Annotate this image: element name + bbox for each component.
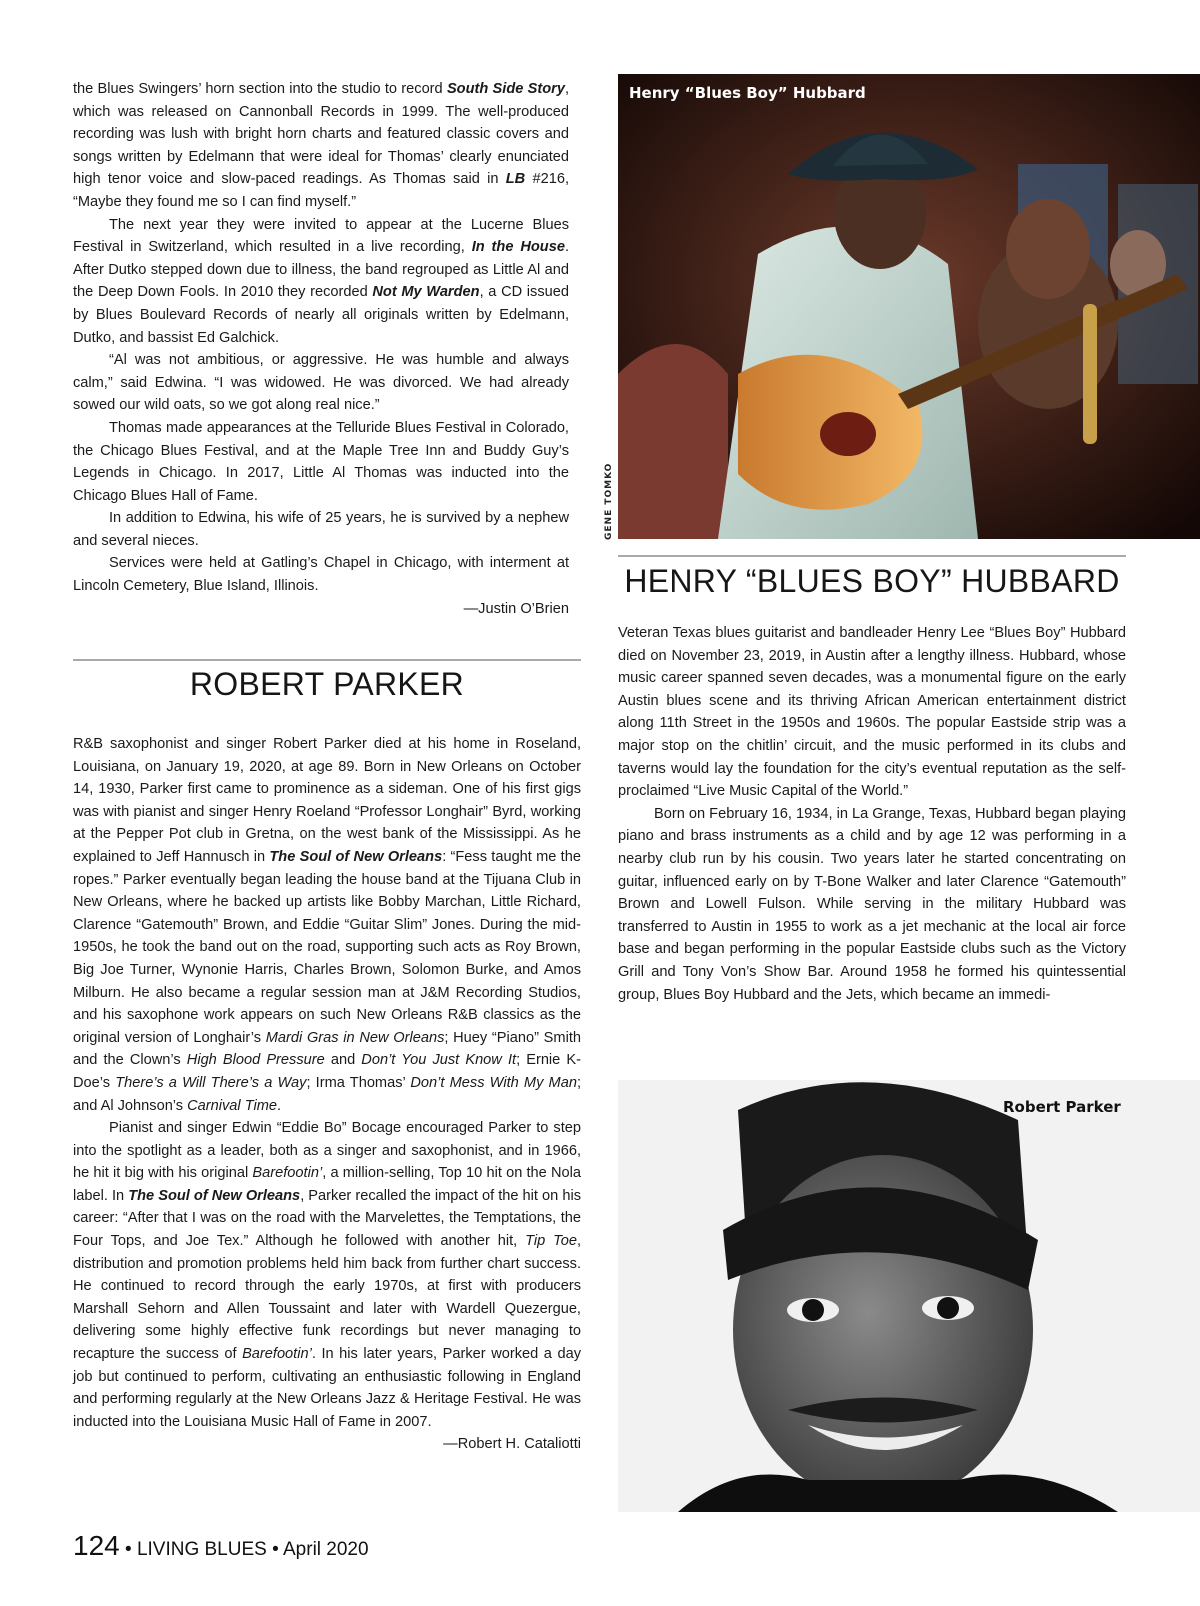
paragraph: Veteran Texas blues guitarist and bandleader Henry Lee “Blues Boy” Hubbard died on November 23, 2019, in Austin after a lengthy illness. Hubbard, whose music career spanned seven decades, was a monumental figure on the early Austin blues scene and its thriving African American entertainment district along 11th Street in the 1950s and 1960s. The popular Eastside strip was a major stop on the chitlin’ circuit, and the music performed in its clubs and taverns would lay the foundation for the city’s eventual reputation as the self-proclaimed “Live Music Capital of the World.” — [618, 625, 1126, 800]
footer-separator: • — [272, 1539, 279, 1560]
henry-hubbard-photo — [618, 74, 1200, 539]
robert-parker-photo — [618, 1080, 1200, 1512]
hubbard-headline: HENRY “BLUES BOY” HUBBARD — [624, 563, 1120, 599]
footer-separator: • — [125, 1539, 132, 1560]
paragraph: “Al was not ambitious, or aggressive. He was humble and always calm,” said Edwina. “I was widowed. He was divorced. We had already sowed our wild oats, so we got along real nice.” — [73, 352, 569, 414]
section-divider — [73, 659, 581, 661]
publication-name: LIVING BLUES — [136, 1539, 267, 1560]
paragraph: Pianist and singer Edwin “Eddie Bo” Bocage encouraged Parker to step into the spotlight as a leader, both as a singer and saxophonist, and in 1966, he hit it big with his original Barefootin’, a million-selling, Top 10 hit on the Nola label. In The Soul of New Orleans, Parker recalled the impact of the hit on his career: “After that I was on the road with the Marvelettes, the Temptations, the Four Tops, and Joe Tex.” Although he followed with another hit, Tip Toe, distribution and promotion problems held him back from further chart success. He continued to record through the early 1970s, at first with producers Marshall Sehorn and Allen Toussaint and later with Wardell Quezergue, delivering some highly effective funk recordings but never managing to recapture the success of Barefootin’. In his later years, Parker worked a day job but continued to perform, cultivating an enthusiastic following in England and performing regularly at the New Orleans Jazz & Heritage Festival. He was inducted into the Louisiana Music Hall of Fame in 2007. — [73, 1120, 581, 1430]
left-column-continuation — [73, 78, 569, 620]
paragraph: Services were held at Gatling’s Chapel in Chicago, with interment at Lincoln Cemetery, Blue Island, Illinois. — [73, 555, 569, 595]
page-footer — [73, 1530, 369, 1562]
robert-parker-article — [73, 733, 581, 1456]
issue-date: April 2020 — [283, 1539, 369, 1560]
author-signature: —Justin O’Brien — [463, 600, 569, 617]
section-divider — [618, 555, 1126, 557]
page-number: 124 — [73, 1530, 120, 1561]
paragraph: In addition to Edwina, his wife of 25 years, he is survived by a nephew and several nieces. — [73, 510, 569, 549]
robert-parker-headline: ROBERT PARKER — [189, 666, 465, 702]
photo-caption: Henry “Blues Boy” Hubbard — [629, 84, 866, 102]
paragraph: the Blues Swingers’ horn section into the studio to record South Side Story, which was released on Cannonball Records in 1999. The well-produced recording was lush with bright horn charts and featured classic covers and songs written by Edelmann that were ideal for Thomas’ clearly enunciated high tenor voice and slow-paced readings. As Thomas said in LB #216, “Maybe they found me so I can find myself.” — [73, 81, 570, 210]
hubbard-article — [618, 622, 1126, 1006]
photo-caption: Robert Parker — [1003, 1098, 1121, 1116]
photo-credit: GENE TOMKO — [604, 462, 614, 540]
paragraph: R&B saxophonist and singer Robert Parker died at his home in Roseland, Louisiana, on January 19, 2020, at age 89. Born in New Orleans on October 14, 1930, Parker first came to prominence as a sideman. One of his first gigs was with pianist and singer Henry Roeland “Professor Longhair” Byrd, working at the Pepper Pot club in Gretna, on the west bank of the Mississippi. As he explained to Jeff Hannusch in The Soul of New Orleans: “Fess taught me the ropes.” Parker eventually began leading the house band at the Tijuana Club in New Orleans, where he backed up artists like Bobby Marchan, Little Richard, Clarence “Gatemouth” Brown, and Eddie “Guitar Slim” Jones. During the mid-1950s, he took the band out on the road, supporting such acts as Roy Brown, Big Joe Turner, Wynonie Harris, Charles Brown, Solomon Burke, and Amos Milburn. He also became a regular session man at J&M Recording Studios, and his saxophone work appears on such New Orleans R&B classics as the original version of Longhair’s Mardi Gras in New Orleans; Huey “Piano” Smith and the Clown’s High Blood Pressure and Don’t You Just Know It; Ernie K-Doe’s There’s a Will There’s a Way; Irma Thomas’ Don’t Mess With My Man; and Al Johnson’s Carnival Time. — [73, 736, 581, 1114]
paragraph: Born on February 16, 1934, in La Grange, Texas, Hubbard began playing piano and brass instruments as a child and by age 12 was performing in a nearby club run by his cousin. Two years later he started concentrating on guitar, influenced early on by T-Bone Walker and later Clarence “Gatemouth” Brown and Lowell Fulson. While serving in the military Hubbard was transferred to Austin in 1955 to work as a jet mechanic at the local air force base and began performing in the popular Eastside clubs such as the Victory Grill and Tony Von’s Show Bar. Around 1958 he formed his quintessential group, Blues Boy Hubbard and the Jets, which became an immedi- — [618, 805, 1126, 1003]
paragraph: The next year they were invited to appear at the Lucerne Blues Festival in Switzerland, which resulted in a live recording, In the House. After Dutko stepped down due to illness, the band regrouped as Little Al and the Deep Down Fools. In 2010 they recorded Not My Warden, a CD issued by Blues Boulevard Records of nearly all originals written by Edelmann, Dutko, and bassist Ed Galchick. — [73, 216, 569, 346]
author-signature: —Robert H. Cataliotti — [443, 1436, 581, 1453]
paragraph: Thomas made appearances at the Telluride Blues Festival in Colorado, the Chicago Blues Festival, and at the Maple Tree Inn and Buddy Guy’s Legends in Chicago. In 2017, Little Al Thomas was inducted into the Chicago Blues Hall of Fame. — [73, 419, 569, 504]
